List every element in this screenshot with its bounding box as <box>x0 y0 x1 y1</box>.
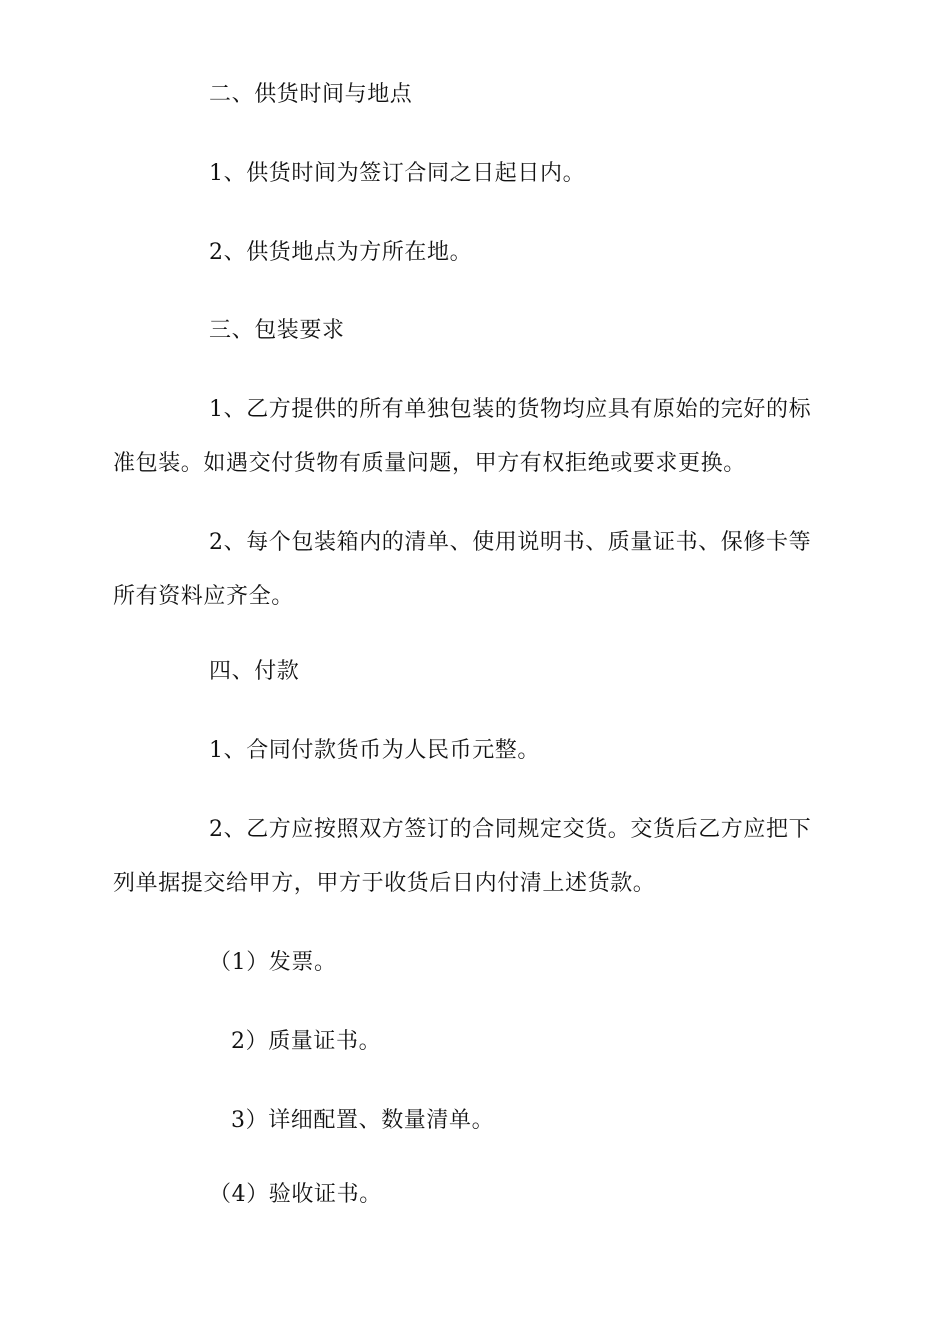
paragraph-supply-place: 2、供货地点为方所在地。 <box>209 240 473 265</box>
section-heading-payment: 四、付款 <box>209 659 300 684</box>
list-item-quality-certificate: 2）质量证书。 <box>231 1029 382 1054</box>
paragraph-packaging-2-line-1: 2、每个包装箱内的清单、使用说明书、质量证书、保修卡等 <box>209 530 812 555</box>
list-item-invoice: （1）发票。 <box>209 950 337 975</box>
paragraph-payment-documents-line-1: 2、乙方应按照双方签订的合同规定交货。交货后乙方应把下 <box>209 817 812 842</box>
paragraph-packaging-2-line-2: 所有资料应齐全。 <box>113 584 294 609</box>
paragraph-payment-currency: 1、合同付款货币为人民币元整。 <box>209 738 540 763</box>
section-heading-packaging: 三、包装要求 <box>209 318 345 343</box>
list-item-configuration-list: 3）详细配置、数量清单。 <box>231 1108 495 1133</box>
paragraph-supply-time: 1、供货时间为签订合同之日起日内。 <box>209 161 586 186</box>
paragraph-packaging-1-line-2: 准包装。如遇交付货物有质量问题，甲方有权拒绝或要求更换。 <box>113 451 746 476</box>
section-heading-supply-time-place: 二、供货时间与地点 <box>209 82 413 107</box>
paragraph-payment-documents-line-2: 列单据提交给甲方，甲方于收货后日内付清上述货款。 <box>113 871 656 896</box>
paragraph-packaging-1-line-1: 1、乙方提供的所有单独包装的货物均应具有原始的完好的标 <box>209 397 812 422</box>
list-item-acceptance-certificate: （4）验收证书。 <box>209 1182 382 1207</box>
